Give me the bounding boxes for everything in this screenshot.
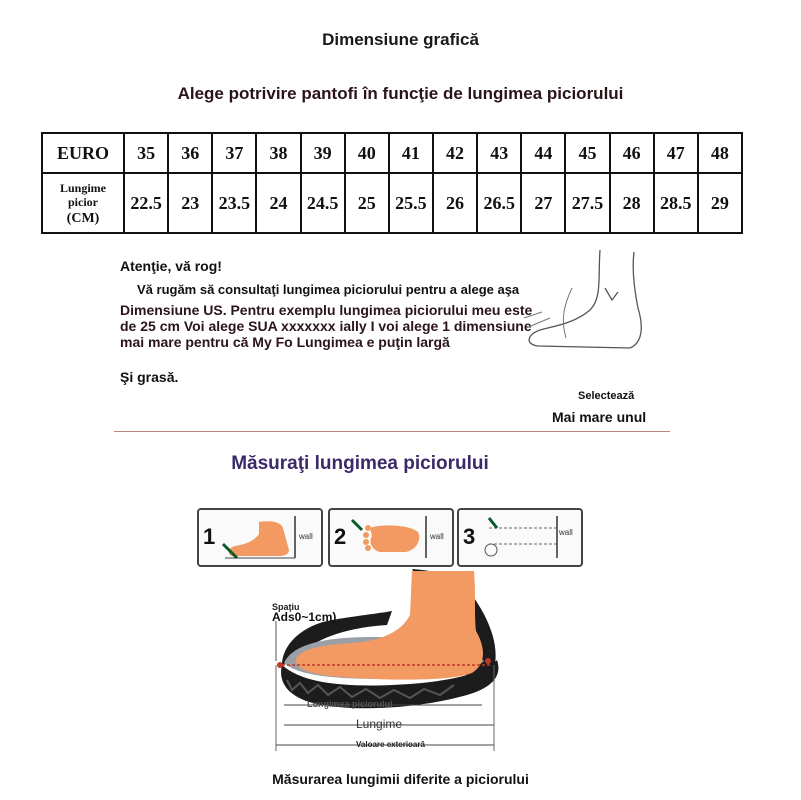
euro-header: EURO [42,133,124,173]
cm-cell: 29 [698,173,742,233]
notice-line1: Vă rugăm să consultaţi lungimea piciorului pentru a alege aşa [137,282,520,297]
foot-step1-icon [219,514,299,560]
table-row-euro [42,133,742,173]
cm-cell: 23.5 [212,173,256,233]
step-number: 2 [334,524,347,549]
length-header-line1: Lungime [59,180,106,195]
page-subtitle: Alege potrivire pantofi în funcţie de lungimea piciorului [177,84,624,103]
euro-cell: 46 [610,133,654,173]
step-panel-2 [328,508,454,567]
notice-paragraph: Dimensiune US. Pentru exemplu lungimea piciorului meu este de 25 cm Voi alege SUA xxxxxxx ially I voi alege 1 dimensiune mai mare pentru că My Fo Lungimea e puţin largă [120,302,533,350]
euro-cell: 35 [124,133,168,173]
cm-cell: 28.5 [654,173,698,233]
cm-cell: 23 [168,173,212,233]
spacing-value: Ads0~1cm) [272,610,337,624]
step-panel-1 [197,508,323,567]
wall-label: wall [430,532,444,541]
euro-cell: 41 [389,133,433,173]
cm-cell: 25.5 [389,173,433,233]
notice-heading: Atenţie, vă rog! [120,258,222,274]
length-header-line2: picior [68,194,98,209]
page-title: Dimensiune grafică [322,30,479,49]
foot-sketch-icon [520,248,650,358]
euro-cell: 45 [565,133,609,173]
euro-cell: 36 [168,133,212,173]
select-bigger-label: Mai mare unul [552,409,647,425]
measure-title: Măsuraţi lungimea piciorului [231,453,489,474]
wall-label: wall [559,528,573,537]
spacing-label: Spaţiu [272,602,300,612]
foot-step2-icon [350,514,430,560]
euro-cell: 37 [212,133,256,173]
length-label: Lungime [356,717,403,731]
euro-cell: 39 [301,133,345,173]
cm-cell: 25 [345,173,389,233]
step-number: 1 [203,524,216,549]
section-divider [114,431,670,432]
cm-cell: 26 [433,173,477,233]
cm-cell: 24.5 [301,173,345,233]
outer-value-label: Valoare exterioară [356,740,425,749]
notice-line-end: Şi grasă. [120,369,179,385]
step-number: 3 [463,524,476,549]
wall-label: wall [299,532,313,541]
measure-step3-icon [479,514,559,560]
euro-cell: 42 [433,133,477,173]
length-header-unit: (CM) [66,210,100,226]
euro-cell: 44 [521,133,565,173]
length-header [42,173,124,233]
cm-cell: 24 [256,173,300,233]
measure-steps [197,508,581,565]
cm-cell: 27.5 [565,173,609,233]
euro-cell: 47 [654,133,698,173]
foot-length-label: Lungimea piciorului [307,699,393,709]
cm-cell: 22.5 [124,173,168,233]
select-label: Selectează [578,390,635,402]
cm-cell: 27 [521,173,565,233]
euro-cell: 48 [698,133,742,173]
step-panel-3 [457,508,583,567]
cm-cell: 28 [610,173,654,233]
euro-cell: 43 [477,133,521,173]
bottom-caption: Măsurarea lungimii diferite a piciorului [272,771,529,787]
cm-cell: 26.5 [477,173,521,233]
table-row-length [42,173,742,233]
size-chart-table [41,132,743,234]
euro-cell: 38 [256,133,300,173]
euro-cell: 40 [345,133,389,173]
